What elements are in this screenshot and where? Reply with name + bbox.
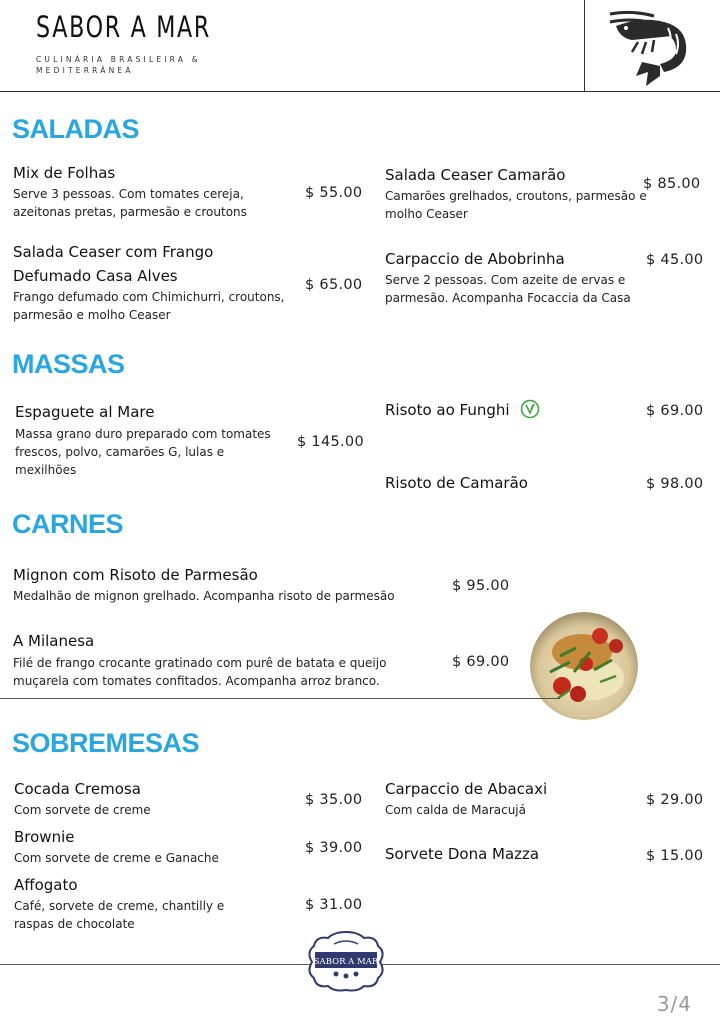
item-name: A Milanesa — [13, 632, 95, 650]
item-description: Café, sorvete de creme, chantilly e raspas de chocolate — [14, 899, 225, 931]
item-price: $ 145.00 — [297, 434, 364, 450]
item-name: Salada Ceaser com Frango — [13, 243, 214, 261]
item-price: $ 15.00 — [646, 848, 704, 864]
food-photo — [530, 612, 638, 720]
section-title-sobremesas: SOBREMESAS — [12, 728, 200, 758]
brand-tagline: CULINÁRIA BRASILEIRA & MEDITERRÂNEA — [36, 55, 201, 75]
item-price: $ 39.00 — [305, 840, 363, 856]
item-price: $ 85.00 — [643, 176, 701, 192]
item-price: $ 31.00 — [305, 897, 363, 913]
item-description: Massa grano duro preparado com tomates frescos, polvo, camarões G, lulas e mexilhões — [15, 427, 271, 477]
item-name: Carpaccio de Abobrinha — [385, 250, 565, 268]
item-name: Risoto de Camarão — [385, 474, 528, 492]
header-divider — [0, 91, 720, 92]
item-description: Medalhão de mignon grelhado. Acompanha risoto de parmesão — [13, 589, 395, 603]
vegetarian-icon — [520, 399, 540, 419]
item-name: Espaguete al Mare — [15, 403, 155, 421]
page-number: 3/4 — [656, 992, 692, 1016]
item-name: Brownie — [14, 828, 75, 846]
item-price: $ 29.00 — [646, 792, 704, 808]
item-price: $ 35.00 — [305, 792, 363, 808]
item-name: Carpaccio de Abacaxi — [385, 780, 548, 798]
section-title-massas: MASSAS — [12, 349, 125, 379]
item-description: Com sorvete de creme e Ganache — [14, 851, 219, 865]
item-name: Sorvete Dona Mazza — [385, 845, 540, 863]
item-description: Com sorvete de creme — [14, 803, 151, 817]
item-description: Serve 2 pessoas. Com azeite de ervas e parmesão. Acompanha Focaccia da Casa — [385, 273, 631, 305]
item-price: $ 45.00 — [646, 252, 704, 268]
item-name: Risoto ao Funghi — [385, 401, 510, 419]
item-name: Salada Ceaser Camarão — [385, 166, 566, 184]
item-name: Mix de Folhas — [13, 164, 116, 182]
item-price: $ 55.00 — [305, 185, 363, 201]
section-divider — [0, 698, 560, 699]
item-description: Camarões grelhados, croutons, parmesão e molho Ceaser — [385, 189, 647, 221]
item-price: $ 98.00 — [646, 476, 704, 492]
item-price: $ 69.00 — [646, 403, 704, 419]
item-description: Filé de frango crocante gratinado com purê de batata e queijo muçarela com tomates confitados. Acompanha arroz branco. — [13, 656, 387, 688]
header-divider-vertical — [584, 0, 585, 92]
item-name: Mignon com Risoto de Parmesão — [13, 566, 258, 584]
item-description: Com calda de Maracujá — [385, 803, 526, 817]
item-description: Serve 3 pessoas. Com tomates cereja, azeitonas pretas, parmesão e croutons — [13, 187, 247, 219]
item-name-line2: Defumado Casa Alves — [13, 267, 178, 285]
seal-text: SABOR A MAR — [313, 957, 379, 967]
item-description: Frango defumado com Chimichurri, croutons, parmesão e molho Ceaser — [13, 290, 285, 322]
section-title-saladas: SALADAS — [12, 114, 140, 144]
item-name: Cocada Cremosa — [14, 780, 141, 798]
logo-seal — [306, 930, 386, 992]
item-name: Affogato — [14, 876, 78, 894]
item-price: $ 65.00 — [305, 277, 363, 293]
item-price: $ 95.00 — [452, 578, 510, 594]
item-price: $ 69.00 — [452, 654, 510, 670]
brand-title: SABOR A MAR — [36, 10, 212, 44]
shrimp-logo-icon — [602, 6, 696, 88]
section-title-carnes: CARNES — [12, 509, 124, 539]
